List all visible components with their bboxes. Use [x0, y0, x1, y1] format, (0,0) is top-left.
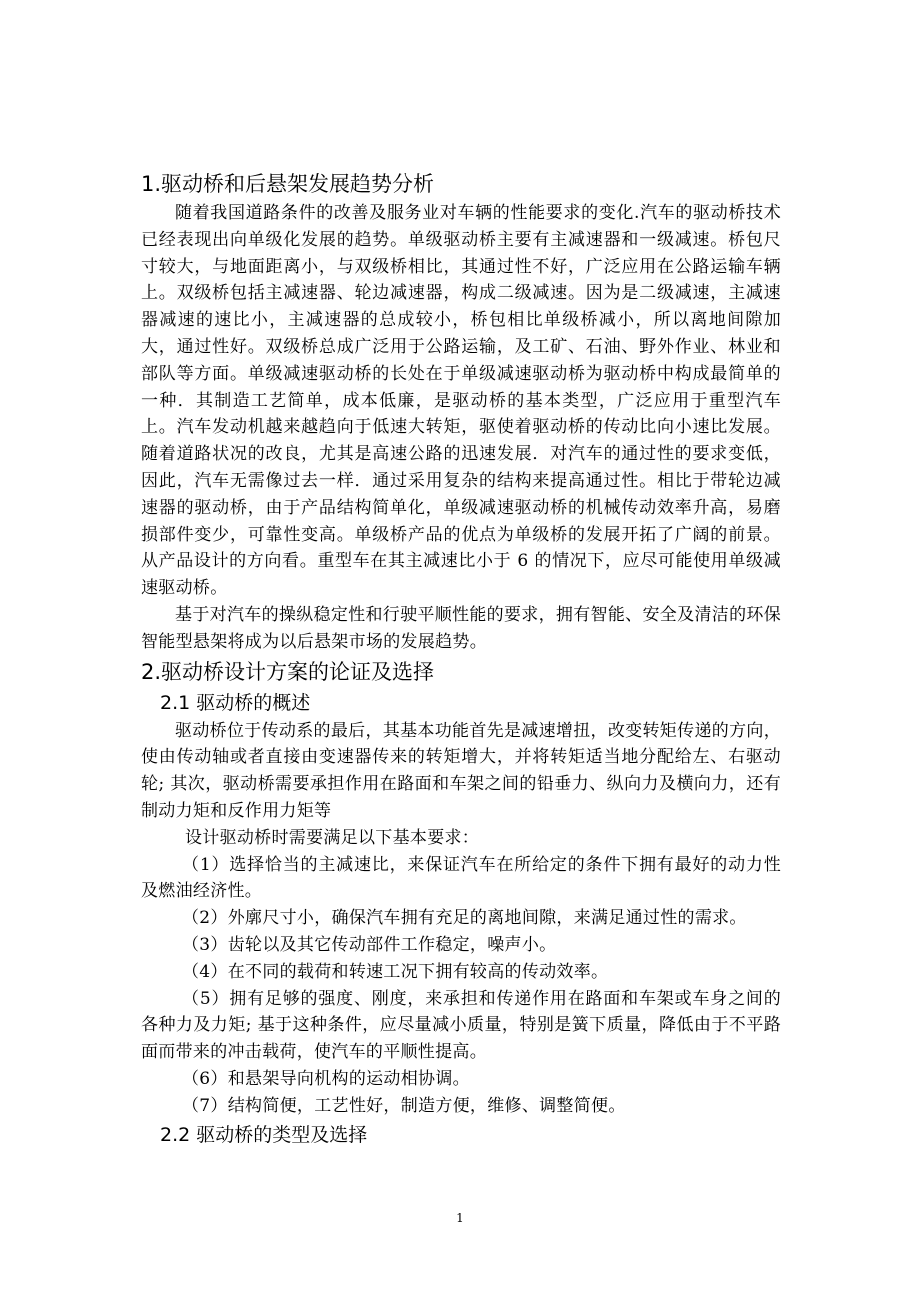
requirement-item: （7）结构简便，工艺性好，制造方便，维修、调整简便。 [182, 1095, 626, 1116]
page-number: 1 [456, 1211, 464, 1225]
section-1-paragraph-1: 随着我国道路条件的改善及服务业对车辆的性能要求的变化.汽车的驱动桥技术已经表现出向单级化发展的趋势。单级驱动桥主要有主减速器和一级减速。桥包尺寸较大，与地面距离小，与双级桥相比，其通过性不好，广泛应用在公路运输车辆上。双级桥包括主减速器、轮边减速器，构成二级减速。因为是二级减速，主减速器减速的速比小，主减速器的总成较小，桥包相比单级桥减小，所以离地间隙加大，通过性好。双级桥总成广泛用于公路运输，及工矿、石油、野外作业、林业和部队等方面。单级减速驱动桥的长处在于单级减速驱动桥为驱动桥中构成最简单的一种．其制造工艺简单，成本低廉，是驱动桥的基本类型，广泛应用于重型汽车上。汽车发动机越来越趋向于低速大转矩，驱使着驱动桥的传动比向小速比发展。随着道路状况的改良，尤其是高速公路的迅速发展．对汽车的通过性的要求变低，因此，汽车无需像过去一样．通过采用复杂的结构来提高通过性。相比于带轮边减速器的驱动桥，由于产品结构简单化，单级减速驱动桥的机械传动效率升高，易磨损部件变少，可靠性变高。单级桥产品的优点为单级桥的发展开拓了广阔的前景。从产品设计的方向看。重型车在其主减速比小于 6 的情况下，应尽可能使用单级减速驱动桥。 [141, 203, 781, 599]
requirement-item: （6）和悬架导向机构的运动相协调。 [182, 1068, 470, 1089]
section-1-heading: 1.驱动桥和后悬架发展趋势分析 [141, 172, 435, 196]
requirement-item: （4）在不同的载荷和转速工况下拥有较高的传动效率。 [182, 961, 609, 982]
section-2-1-paragraph: 驱动桥位于传动系的最后，其基本功能首先是减速增扭，改变转矩传递的方向，使由传动轴或者直接由变速器传来的转矩增大，并将转矩适当地分配给左、右驱动轮; 其次，驱动桥需要承担作用在路面和车架之间的铅垂力、纵向力及横向力，还有制动力矩和反作用力矩等 [141, 720, 781, 821]
section-2-1-heading: 2.1 驱动桥的概述 [160, 691, 311, 714]
requirement-item: （5）拥有足够的强度、刚度，来承担和传递作用在路面和车架或车身之间的各种力及力矩; 基于这种条件，应尽量减小质量，特别是簧下质量，降低由于不平路面而带来的冲击载荷，使汽车的平顺性提高。 [141, 988, 781, 1063]
section-1-paragraph-2: 基于对汽车的操纵稳定性和行驶平顺性能的要求，拥有智能、安全及清洁的环保智能型悬架将成为以后悬架市场的发展趋势。 [141, 604, 781, 652]
document-body [141, 168, 781, 1150]
section-2-heading: 2.驱动桥设计方案的论证及选择 [141, 659, 435, 684]
requirement-item: （1）选择恰当的主减速比，来保证汽车在所给定的条件下拥有最好的动力性及燃油经济性。 [141, 854, 781, 902]
section-2-2-heading: 2.2 驱动桥的类型及选择 [160, 1123, 368, 1146]
requirement-item: （2）外廓尺寸小，确保汽车拥有充足的离地间隙，来满足通过性的需求。 [182, 908, 747, 929]
requirements-intro: 设计驱动桥时需要满足以下基本要求： [185, 827, 480, 848]
requirement-item: （3）齿轮以及其它传动部件工作稳定，噪声小。 [182, 934, 557, 955]
